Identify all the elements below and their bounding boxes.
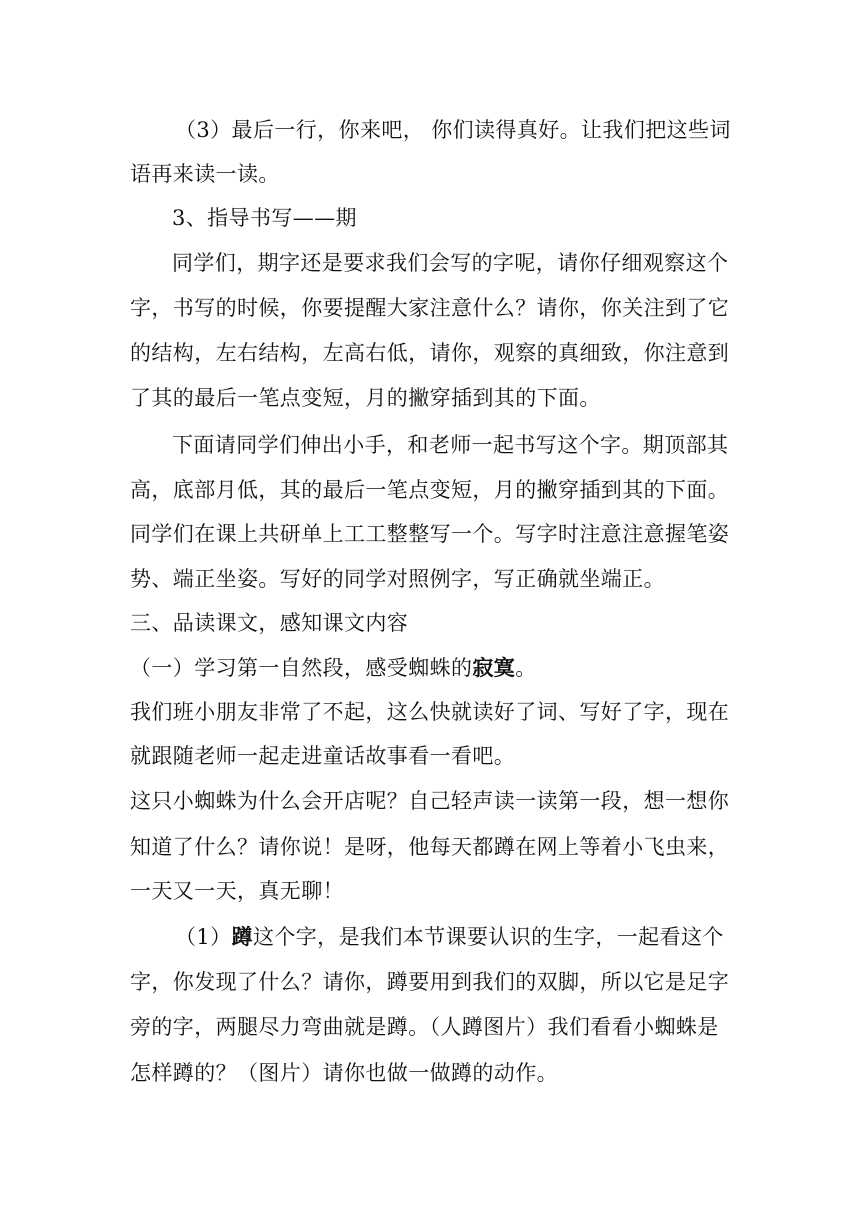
item-number: （1） bbox=[175, 925, 232, 949]
paragraph-line: 我们班小朋友非常了不起，这么快就读好了词、写好了字，现在 bbox=[130, 700, 730, 724]
paragraph-line: 这只小蜘蛛为什么会开店呢？自己轻声读一读第一段，想一想你 bbox=[130, 789, 730, 813]
paragraph-line: 怎样蹲的？（图片）请你也做一做蹲的动作。 bbox=[130, 1061, 558, 1085]
paragraph-line: 下面请同学们伸出小手，和老师一起书写这个字。期顶部其 bbox=[172, 433, 729, 457]
paragraph-line: 了其的最后一笔点变短，月的撇穿插到其的下面。 bbox=[130, 386, 601, 410]
section-heading: 三、品读课文，感知课文内容 bbox=[130, 611, 409, 635]
paragraph-line: 字，书写的时候，你要提醒大家注意什么？请你，你关注到了它 bbox=[130, 296, 730, 320]
paragraph-line: 字，你发现了什么？请你，蹲要用到我们的双脚，所以它是足字 bbox=[130, 970, 730, 994]
paragraph-line: 语再来读一读。 bbox=[130, 162, 280, 186]
heading-punctuation: 。 bbox=[515, 656, 537, 680]
subsection-heading bbox=[130, 653, 537, 683]
paragraph-line: 旁的字，两腿尽力弯曲就是蹲。（人蹲图片）我们看看小蜘蛛是 bbox=[130, 1015, 719, 1039]
paragraph-line: 就跟随老师一起走进童话故事看一看吧。 bbox=[130, 744, 516, 768]
paragraph-text: 这个字，是我们本节课要认识的生字，一起看这个 bbox=[252, 925, 724, 949]
bold-keyword: 寂寞 bbox=[472, 655, 516, 680]
paragraph-line: 一天又一天，真无聊！ bbox=[130, 879, 344, 903]
heading-text: （一）学习第一自然段，感受蜘蛛的 bbox=[130, 656, 473, 680]
bold-keyword: 蹲 bbox=[231, 924, 253, 949]
paragraph-line: 高，底部月低，其的最后一笔点变短，月的撇穿插到其的下面。 bbox=[130, 478, 730, 502]
paragraph-line bbox=[175, 922, 724, 952]
paragraph-line: 知道了什么？请你说！是呀，他每天都蹲在网上等着小飞虫来， bbox=[130, 835, 730, 859]
paragraph-line: 势、端正坐姿。写好的同学对照例字，写正确就坐端正。 bbox=[130, 567, 665, 591]
paragraph-line: 的结构，左右结构，左高右低，请你，观察的真细致，你注意到 bbox=[130, 341, 730, 365]
paragraph-line: 同学们在课上共研单上工工整整写一个。写字时注意注意握笔姿 bbox=[130, 522, 730, 546]
section-heading: 3、指导书写——期 bbox=[172, 206, 357, 230]
paragraph-line: （3）最后一行，你来吧， 你们读得真好。让我们把这些词 bbox=[175, 118, 731, 142]
paragraph-line: 同学们，期字还是要求我们会写的字呢，请你仔细观察这个 bbox=[172, 251, 729, 275]
